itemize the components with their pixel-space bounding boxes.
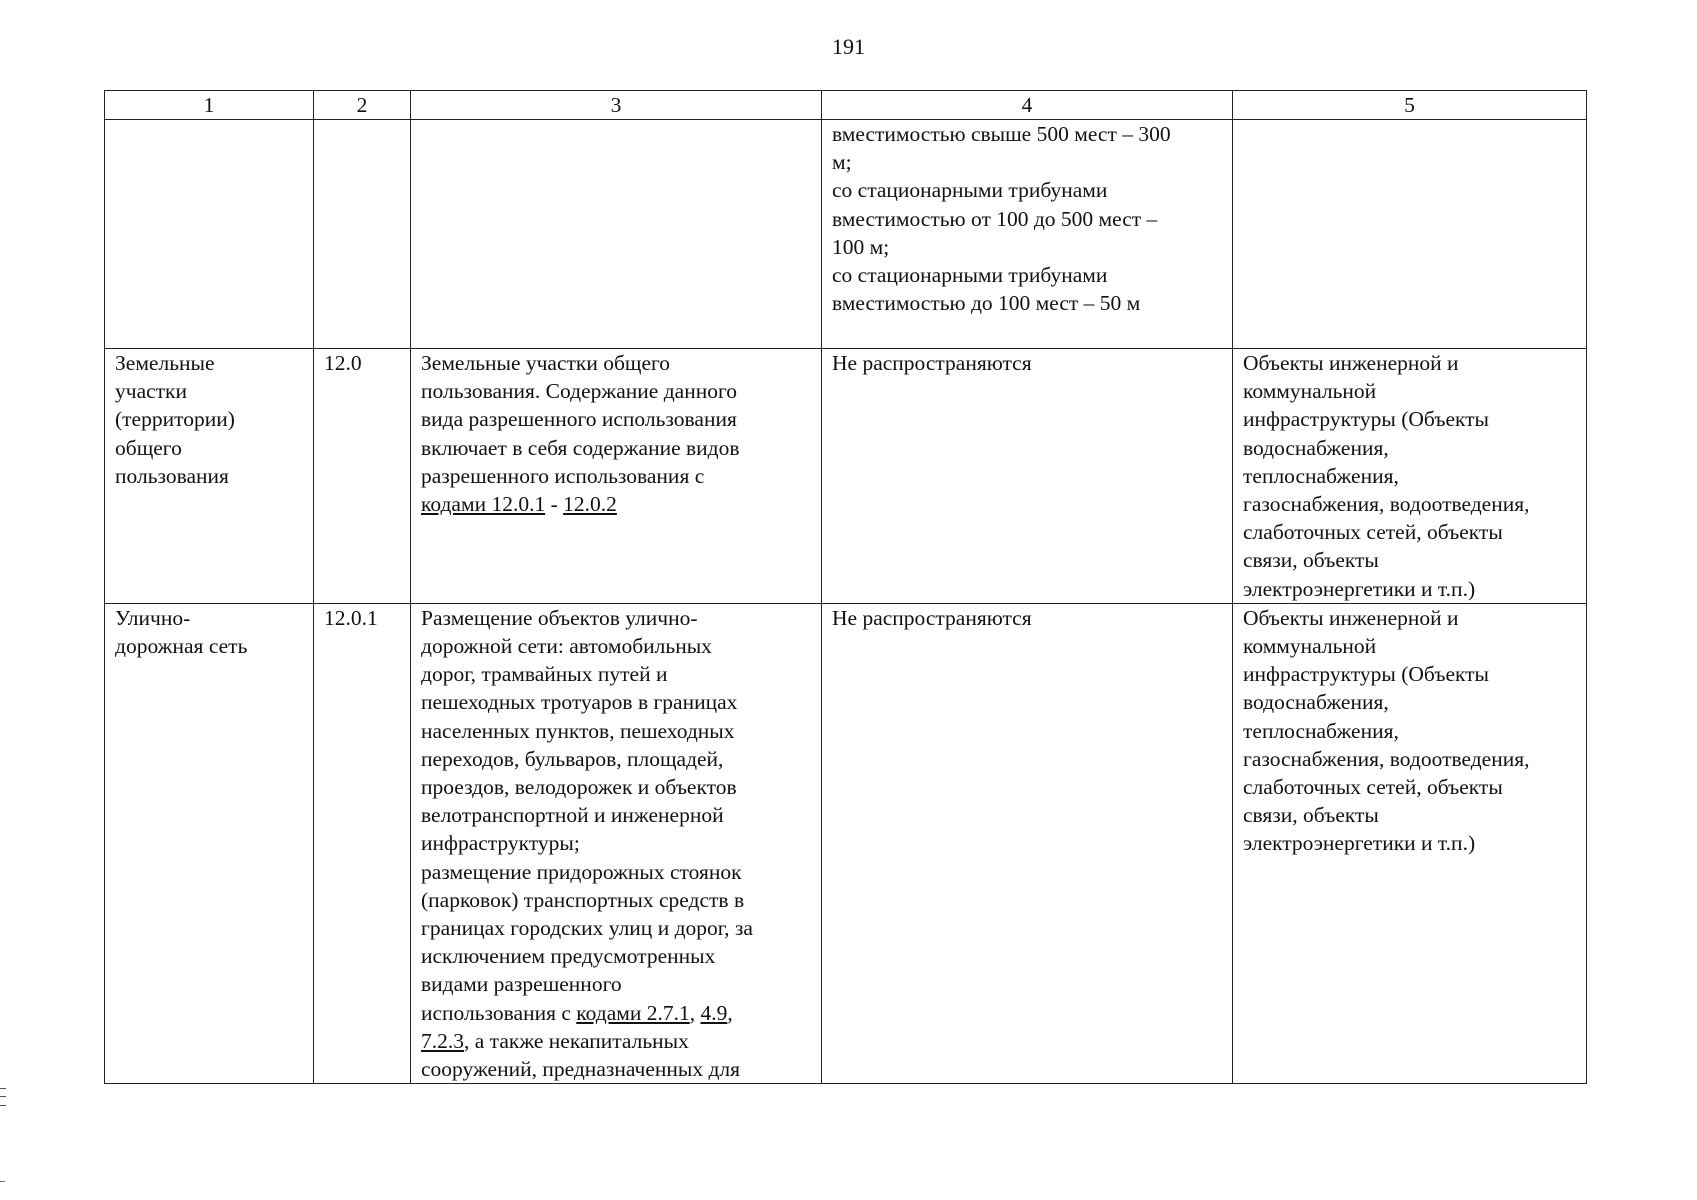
- column-header-3: 3: [411, 91, 822, 120]
- scan-edge-mark: [0, 1088, 6, 1106]
- cell-description: [411, 120, 822, 349]
- description-text: -: [545, 492, 564, 517]
- scan-edge-mark: [0, 1181, 5, 1182]
- cell-description: [411, 603, 822, 1083]
- code-link[interactable]: 12.0.2: [563, 492, 617, 517]
- column-header-1: 1: [105, 91, 314, 120]
- cell-restrictions: Не распространяются: [822, 603, 1233, 1083]
- cell-use-name: Земельные участки (территории) общего пользования: [105, 349, 314, 604]
- table-row: [105, 120, 1587, 349]
- code-link[interactable]: кодами 12.0.1: [421, 492, 546, 517]
- code-link[interactable]: 7.2.3: [421, 1028, 464, 1053]
- description-text: ,: [727, 1000, 733, 1025]
- column-header-2: 2: [314, 91, 411, 120]
- description-text: ,: [689, 1000, 701, 1025]
- table-row: [105, 603, 1587, 1083]
- column-header-4: 4: [822, 91, 1233, 120]
- cell-code: 12.0: [314, 349, 411, 604]
- cell-restrictions: вместимостью свыше 500 мест – 300 м; со стационарными трибунами вместимостью от 100 до 500 мест – 100 м; со стационарными трибунами вместимостью до 100 мест – 50 м: [822, 120, 1233, 349]
- page-number: 191: [832, 34, 865, 59]
- cell-restrictions: Не распространяются: [822, 349, 1233, 604]
- cell-objects: [1233, 120, 1587, 349]
- code-link[interactable]: кодами 2.7.1: [576, 1000, 690, 1025]
- description-text: Размещение объектов улично- дорожной сети: автомобильных дорог, трамвайных путей и пешеходных тротуаров в границах населенных пунктов, пешеходных переходов, бульваров, площадей, проездов, велодорожек и объектов велотранспортной и инженерной инфраструктуры; размещение придорожных стоянок (парковок) транспортных средств в границах городских улиц и дорог, за исключением предусмотренных видами разрешенного использования с: [421, 605, 753, 1025]
- table-header-row: [105, 91, 1587, 120]
- cell-use-name: [105, 120, 314, 349]
- code-link[interactable]: 4.9: [700, 1000, 728, 1025]
- column-header-5: 5: [1233, 91, 1587, 120]
- description-text: Земельные участки общего пользования. Содержание данного вида разрешенного использования включает в себя содержание видов разрешенного использования с: [421, 351, 740, 488]
- cell-description: [411, 349, 822, 604]
- cell-code: [314, 120, 411, 349]
- land-use-table: [104, 90, 1587, 1084]
- cell-code: 12.0.1: [314, 603, 411, 1083]
- cell-use-name: Улично- дорожная сеть: [105, 603, 314, 1083]
- cell-objects: Объекты инженерной и коммунальной инфраструктуры (Объекты водоснабжения, теплоснабжения, газоснабжения, водоотведения, слаботочных сетей, объекты связи, объекты электроэнергетики и т.п.): [1233, 603, 1587, 1083]
- description-text: , а также некапитальных сооружений, предназначенных для: [421, 1028, 741, 1082]
- table-row: [105, 349, 1587, 604]
- cell-objects: Объекты инженерной и коммунальной инфраструктуры (Объекты водоснабжения, теплоснабжения, газоснабжения, водоотведения, слаботочных сетей, объекты связи, объекты электроэнергетики и т.п.): [1233, 349, 1587, 604]
